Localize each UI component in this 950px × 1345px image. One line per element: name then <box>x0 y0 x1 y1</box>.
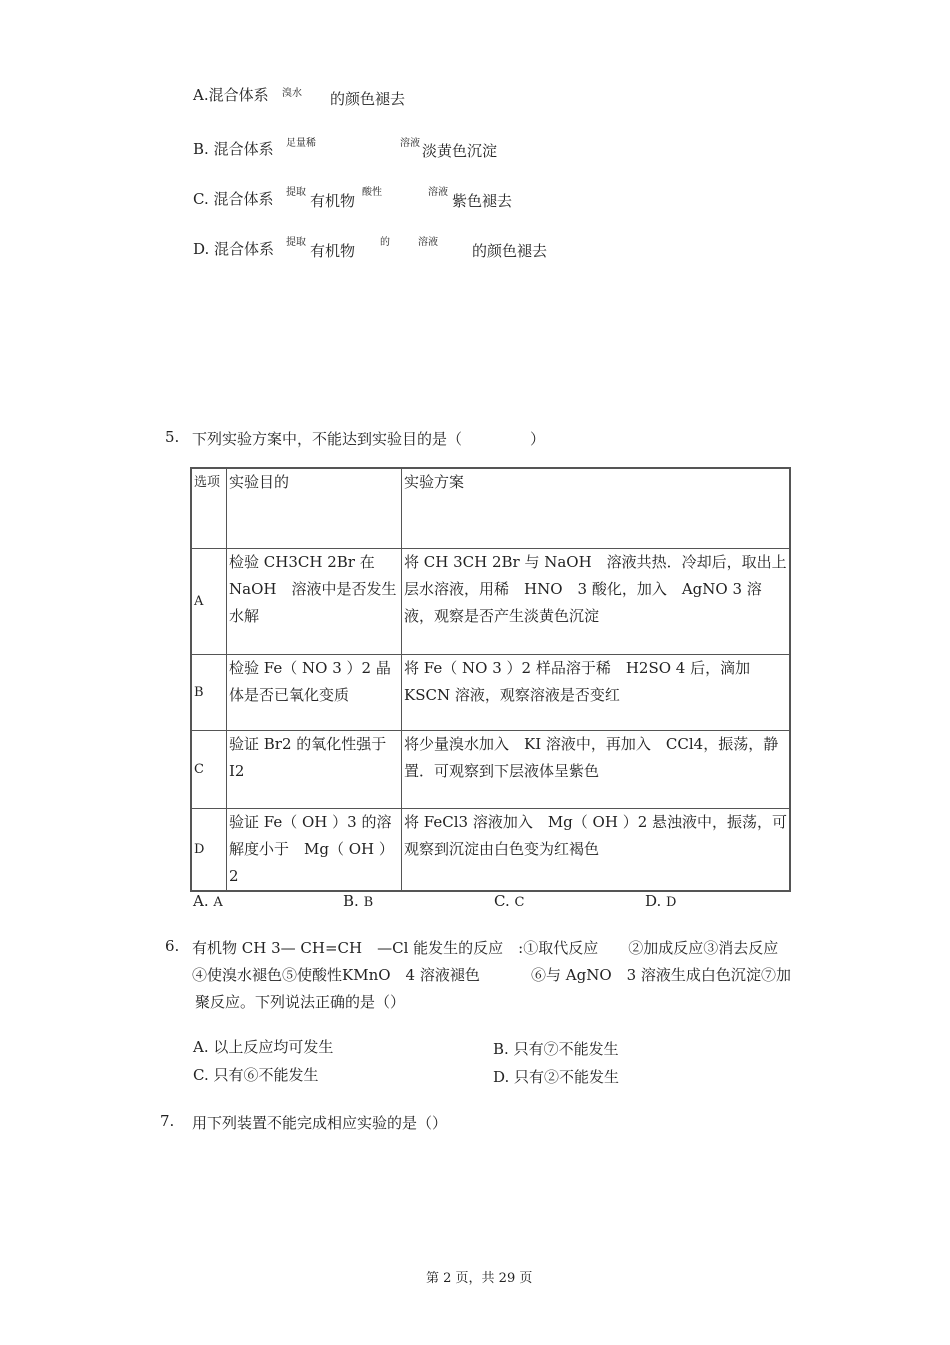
q5-choice-c <box>494 892 524 910</box>
header-purpose: 实验目的 <box>227 468 402 548</box>
option-letter: A. <box>193 86 209 104</box>
choice-text: 以上反应均可发生 <box>213 1038 334 1056</box>
q6-line-2a: ④使溴水褪色⑤使酸性KMnO 4 溶液褪色 <box>192 966 480 984</box>
table-row <box>191 730 790 808</box>
row-option: B <box>191 654 227 730</box>
choice-letter: C. <box>193 1066 209 1084</box>
row-option: C <box>191 730 227 808</box>
q6-choice-c <box>193 1064 319 1085</box>
choice-text: 只有⑥不能发生 <box>213 1066 319 1084</box>
q6-line-3: 聚反应。下列说法正确的是（） <box>195 993 406 1011</box>
option-text: 混合体系 <box>213 190 274 208</box>
choice-letter: A. <box>193 1038 209 1056</box>
option-text: 淡黄色沉淀 <box>422 142 498 160</box>
choice-value: B <box>363 895 374 910</box>
table-header-row <box>191 468 790 548</box>
option-letter: B. <box>193 140 209 158</box>
q7-stem: 用下列装置不能完成相应实验的是（） <box>192 1114 448 1132</box>
row-plan: 将 Fe（ NO 3 ）2 样品溶于稀 H2SO 4 后，滴加 KSCN 溶液，观察溶液是否变红 <box>402 654 791 730</box>
choice-letter: D. <box>645 892 662 910</box>
header-option: 选项 <box>191 468 227 548</box>
option-text: 紫色褪去 <box>452 192 513 210</box>
reagent-label: 溶液 <box>418 237 438 248</box>
choice-letter: B. <box>493 1040 509 1058</box>
q6-line-2b: ⑥与 AgNO 3 溶液生成白色沉淀⑦加 <box>531 966 791 984</box>
table-row <box>191 808 790 891</box>
reagent-label: 溶液 <box>400 138 420 149</box>
option-text: 的颜色褪去 <box>472 242 548 260</box>
q5-stem: 下列实验方案中，不能达到实验目的是（ <box>192 430 463 448</box>
q5-choice-d <box>645 892 676 910</box>
reagent-label: 酸性 <box>362 187 382 198</box>
choice-letter: C. <box>494 892 510 910</box>
q6-number: 6. <box>165 937 180 955</box>
option-text: 混合体系 <box>213 140 274 158</box>
page-number: 第 2 页，共 29 页 <box>426 1271 533 1286</box>
choice-text: 只有⑦不能发生 <box>513 1040 619 1058</box>
choice-text: 只有②不能发生 <box>514 1068 620 1086</box>
reagent-label: 提取 <box>286 237 306 248</box>
row-plan: 将 CH 3CH 2Br 与 NaOH 溶液共热．冷却后，取出上层水溶液，用稀 HNO 3 酸化，加入 AgNO 3 溶液，观察是否产生淡黄色沉淀 <box>402 548 791 654</box>
row-purpose: 检验 CH3CH 2Br 在 NaOH 溶液中是否发生水解 <box>227 548 402 654</box>
q6-line-1: 有机物 CH 3— CH=CH —Cl 能发生的反应 :①取代反应 ②加成反应③消去反应 <box>192 939 779 957</box>
choice-value: A <box>213 895 223 910</box>
experiment-table <box>190 467 791 892</box>
option-text: 混合体系 <box>214 240 275 258</box>
row-option: A <box>191 548 227 654</box>
option-text: 混合体系 <box>208 86 269 104</box>
option-text: 的颜色褪去 <box>330 90 406 108</box>
q5-choice-b <box>343 892 373 910</box>
q4-option-c <box>193 188 274 209</box>
reagent-label: 足量稀 <box>286 138 316 149</box>
choice-letter: D. <box>493 1068 510 1086</box>
q6-choice-b <box>493 1038 619 1059</box>
choice-letter: B. <box>343 892 359 910</box>
option-letter: C. <box>193 190 209 208</box>
choice-value: C <box>514 895 525 910</box>
q4-option-d <box>193 238 274 259</box>
q4-option-a <box>193 84 269 105</box>
option-letter: D. <box>193 240 210 258</box>
option-text: 有机物 <box>310 242 356 260</box>
row-option: D <box>191 808 227 891</box>
option-text: 有机物 <box>310 192 356 210</box>
row-purpose: 检验 Fe（ NO 3 ）2 晶体是否已氧化变质 <box>227 654 402 730</box>
q5-stem-close: ） <box>530 430 546 448</box>
reagent-label: 的 <box>380 237 390 248</box>
q6-choice-d <box>493 1066 619 1087</box>
q6-choice-a <box>193 1036 333 1057</box>
q4-option-b <box>193 138 274 159</box>
choice-letter: A. <box>193 892 209 910</box>
reagent-label: 提取 <box>286 187 306 198</box>
row-plan: 将 FeCl3 溶液加入 Mg（ OH ）2 悬浊液中，振荡，可观察到沉淀由白色变为红褐色 <box>402 808 791 891</box>
header-plan: 实验方案 <box>402 468 791 548</box>
reagent-label: 溴水 <box>282 88 302 99</box>
table-row <box>191 548 790 654</box>
q5-choice-a <box>193 892 223 910</box>
q5-number: 5. <box>165 428 180 446</box>
table-row <box>191 654 790 730</box>
row-purpose: 验证 Br2 的氧化性强于 I2 <box>227 730 402 808</box>
row-purpose: 验证 Fe（ OH ）3 的溶解度小于 Mg（ OH ）2 <box>227 808 402 891</box>
row-plan: 将少量溴水加入 KI 溶液中，再加入 CCl4，振荡，静置．可观察到下层液体呈紫色 <box>402 730 791 808</box>
choice-value: D <box>666 895 677 910</box>
q7-number: 7. <box>160 1112 175 1130</box>
reagent-label: 溶液 <box>428 187 448 198</box>
